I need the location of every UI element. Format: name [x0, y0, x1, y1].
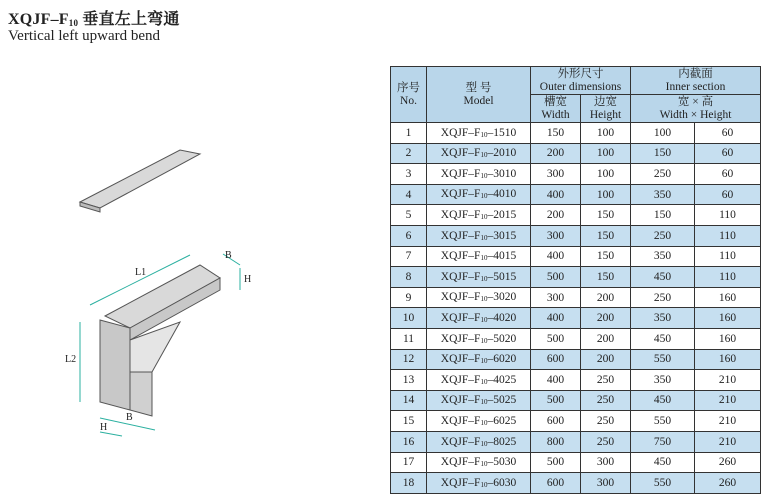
cell-no: 14 — [391, 390, 427, 411]
cell-no: 5 — [391, 205, 427, 226]
table-row — [391, 452, 761, 473]
cell-inner-width: 450 — [631, 452, 695, 473]
cell-inner-height: 260 — [695, 452, 761, 473]
page-subtitle: Vertical left upward bend — [8, 28, 161, 44]
cover-plate — [80, 150, 200, 208]
table-row — [391, 308, 761, 329]
cell-inner-width: 350 — [631, 308, 695, 329]
table-row — [391, 411, 761, 432]
cell-width: 600 — [531, 473, 581, 494]
cell-model: XQJF–F10–2015 — [427, 205, 531, 226]
cell-height: 100 — [581, 164, 631, 185]
cell-inner-width: 350 — [631, 184, 695, 205]
cell-inner-height: 110 — [695, 246, 761, 267]
cell-width: 400 — [531, 246, 581, 267]
cell-no: 17 — [391, 452, 427, 473]
cell-height: 250 — [581, 370, 631, 391]
table-row — [391, 473, 761, 494]
cell-no: 8 — [391, 267, 427, 288]
cell-no: 13 — [391, 370, 427, 391]
cell-no: 4 — [391, 184, 427, 205]
cell-height: 100 — [581, 184, 631, 205]
cell-no: 9 — [391, 287, 427, 308]
cell-inner-height: 160 — [695, 308, 761, 329]
header-no: 序号 No. — [391, 67, 427, 123]
cell-inner-height: 60 — [695, 184, 761, 205]
cell-model: XQJF–F10–1510 — [427, 123, 531, 144]
cell-height: 150 — [581, 225, 631, 246]
table-row — [391, 164, 761, 185]
header-model: 型 号 Model — [427, 67, 531, 123]
cell-inner-width: 550 — [631, 349, 695, 370]
cell-inner-width: 350 — [631, 370, 695, 391]
header-inner: 内截面 Inner section — [631, 67, 761, 95]
cell-no: 16 — [391, 431, 427, 452]
cell-height: 300 — [581, 452, 631, 473]
cell-inner-width: 350 — [631, 246, 695, 267]
specification-table — [390, 66, 761, 494]
table-row — [391, 246, 761, 267]
bend-drawing — [60, 140, 260, 440]
cell-height: 150 — [581, 267, 631, 288]
label-l2: L2 — [65, 354, 77, 365]
cell-model: XQJF–F10–6025 — [427, 411, 531, 432]
cell-inner-width: 150 — [631, 143, 695, 164]
cell-inner-width: 750 — [631, 431, 695, 452]
cell-model: XQJF–F10–4010 — [427, 184, 531, 205]
cell-no: 10 — [391, 308, 427, 329]
label-l1: L1 — [135, 267, 147, 278]
page-title: XQJF–$F_{10}$ 垂直左上弯通 — [8, 11, 180, 28]
cell-inner-height: 160 — [695, 328, 761, 349]
cell-inner-height: 210 — [695, 390, 761, 411]
cell-width: 150 — [531, 123, 581, 144]
cell-no: 18 — [391, 473, 427, 494]
cell-inner-height: 110 — [695, 267, 761, 288]
cell-height: 250 — [581, 431, 631, 452]
cell-width: 400 — [531, 370, 581, 391]
cell-width: 800 — [531, 431, 581, 452]
table-row — [391, 267, 761, 288]
cell-model: XQJF–F10–3020 — [427, 287, 531, 308]
cell-inner-width: 450 — [631, 328, 695, 349]
cell-width: 600 — [531, 349, 581, 370]
cell-height: 250 — [581, 411, 631, 432]
cell-inner-height: 210 — [695, 370, 761, 391]
header-outer: 外形尺寸 Outer dimensions — [531, 67, 631, 95]
header-inner-sub: 宽 × 高 Width × Height — [631, 95, 761, 123]
cell-inner-height: 260 — [695, 473, 761, 494]
header-width: 槽宽 Width — [531, 95, 581, 123]
cell-width: 500 — [531, 452, 581, 473]
cell-height: 300 — [581, 473, 631, 494]
tray-vertical — [100, 320, 130, 410]
cell-inner-width: 100 — [631, 123, 695, 144]
cell-height: 200 — [581, 328, 631, 349]
table-row — [391, 328, 761, 349]
cell-inner-width: 250 — [631, 225, 695, 246]
label-b-top: B — [225, 250, 232, 261]
cell-inner-width: 250 — [631, 287, 695, 308]
cell-model: XQJF–F10–6030 — [427, 473, 531, 494]
cell-model: XQJF–F10–4025 — [427, 370, 531, 391]
cell-inner-height: 60 — [695, 164, 761, 185]
table-row — [391, 349, 761, 370]
cell-height: 250 — [581, 390, 631, 411]
cell-inner-height: 210 — [695, 431, 761, 452]
cell-width: 300 — [531, 164, 581, 185]
table-row — [391, 431, 761, 452]
cell-no: 15 — [391, 411, 427, 432]
cell-model: XQJF–F10–5020 — [427, 328, 531, 349]
cell-width: 300 — [531, 287, 581, 308]
cell-model: XQJF–F10–6020 — [427, 349, 531, 370]
table-row — [391, 123, 761, 144]
cell-height: 150 — [581, 205, 631, 226]
label-h-bottom: H — [100, 422, 108, 433]
table-row — [391, 143, 761, 164]
table-row — [391, 184, 761, 205]
cell-width: 500 — [531, 390, 581, 411]
table-row — [391, 287, 761, 308]
cell-no: 7 — [391, 246, 427, 267]
cell-no: 6 — [391, 225, 427, 246]
table-row — [391, 205, 761, 226]
table-row — [391, 390, 761, 411]
cell-height: 200 — [581, 308, 631, 329]
cell-model: XQJF–F10–5030 — [427, 452, 531, 473]
table-row — [391, 370, 761, 391]
cell-no: 12 — [391, 349, 427, 370]
cell-width: 400 — [531, 308, 581, 329]
cell-width: 500 — [531, 328, 581, 349]
cell-no: 11 — [391, 328, 427, 349]
cell-model: XQJF–F10–8025 — [427, 431, 531, 452]
cell-inner-height: 160 — [695, 349, 761, 370]
cell-height: 100 — [581, 143, 631, 164]
cell-inner-height: 60 — [695, 123, 761, 144]
cell-inner-height: 110 — [695, 205, 761, 226]
cell-width: 500 — [531, 267, 581, 288]
cell-inner-height: 110 — [695, 225, 761, 246]
cell-width: 200 — [531, 143, 581, 164]
cell-inner-width: 550 — [631, 411, 695, 432]
cell-model: XQJF–F10–4015 — [427, 246, 531, 267]
cell-model: XQJF–F10–3015 — [427, 225, 531, 246]
cell-model: XQJF–F10–5025 — [427, 390, 531, 411]
cell-no: 3 — [391, 164, 427, 185]
cell-height: 200 — [581, 287, 631, 308]
cell-height: 200 — [581, 349, 631, 370]
cell-inner-height: 210 — [695, 411, 761, 432]
cell-inner-width: 450 — [631, 267, 695, 288]
cell-no: 2 — [391, 143, 427, 164]
cell-width: 300 — [531, 225, 581, 246]
cell-model: XQJF–F10–3010 — [427, 164, 531, 185]
cell-inner-width: 550 — [631, 473, 695, 494]
cell-height: 100 — [581, 123, 631, 144]
cell-width: 200 — [531, 205, 581, 226]
cell-width: 600 — [531, 411, 581, 432]
cell-no: 1 — [391, 123, 427, 144]
cell-width: 400 — [531, 184, 581, 205]
cell-inner-width: 450 — [631, 390, 695, 411]
cell-inner-width: 150 — [631, 205, 695, 226]
label-b-bottom: B — [126, 412, 133, 423]
cell-inner-height: 60 — [695, 143, 761, 164]
table-row — [391, 225, 761, 246]
label-h-top: H — [244, 274, 252, 285]
cell-model: XQJF–F10–2010 — [427, 143, 531, 164]
cell-model: XQJF–F10–5015 — [427, 267, 531, 288]
cell-inner-height: 160 — [695, 287, 761, 308]
header-height: 边宽 Height — [581, 95, 631, 123]
cell-model: XQJF–F10–4020 — [427, 308, 531, 329]
cell-height: 150 — [581, 246, 631, 267]
cell-inner-width: 250 — [631, 164, 695, 185]
